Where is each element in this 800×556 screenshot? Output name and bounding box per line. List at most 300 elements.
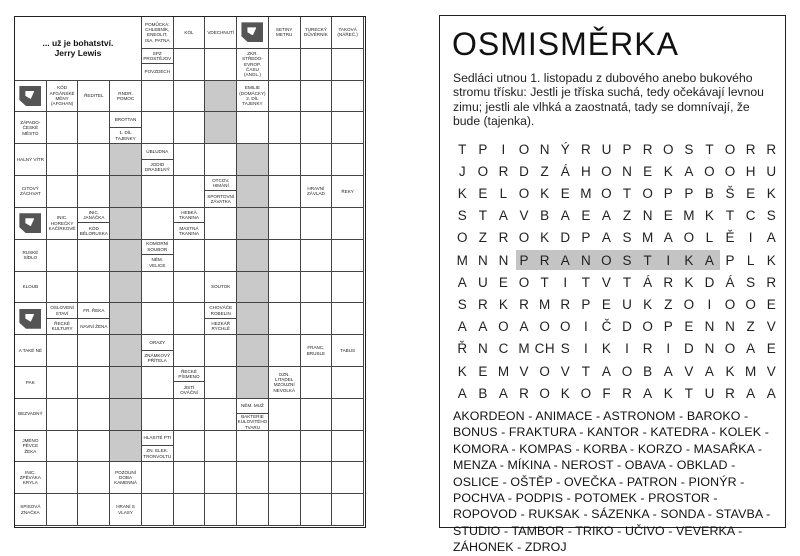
answer-cell [301, 81, 333, 113]
split-clue-cell [174, 208, 206, 240]
answer-cell [47, 462, 79, 494]
grid-letter: V [519, 208, 530, 224]
grid-letter: E [766, 296, 777, 312]
grid-letter: S [622, 230, 633, 246]
clue-cell: RUSKÉ SÍDLO [15, 240, 47, 272]
picture-clue-icon [19, 213, 41, 233]
grid-letter: M [745, 363, 757, 379]
answer-cell [205, 494, 237, 526]
answer-cell [269, 462, 301, 494]
grid-letter: A [498, 385, 509, 401]
word-search-puzzle [439, 15, 786, 555]
grid-letter: O [477, 163, 489, 179]
clue-bottom: ZNÁMKOVÝ PŘÍTELA [144, 352, 171, 364]
answer-cell [332, 494, 364, 526]
answer-cell [174, 303, 206, 335]
grid-letter: O [724, 163, 736, 179]
grid-letter: K [540, 185, 550, 201]
grid-letter: K [766, 185, 777, 201]
answer-cell [174, 112, 206, 144]
grid-letter: N [498, 252, 509, 268]
answer-cell [47, 399, 79, 431]
clue-cell: EMILIE (DOMÁCKY) 2. DÍL TAJENKY [237, 81, 269, 113]
answer-cell [78, 144, 110, 176]
answer-cell [205, 208, 237, 240]
answer-cell [142, 272, 174, 304]
grid-letter: M [642, 230, 654, 246]
grid-letter: V [601, 274, 612, 290]
grid-letter: Á [560, 163, 571, 179]
grid-letter: J [458, 163, 467, 179]
grid-letter: P [519, 252, 530, 268]
grid-letter: T [458, 141, 467, 157]
grid-letter: Z [746, 319, 756, 335]
answer-cell [205, 240, 237, 272]
grid-letter: O [642, 319, 654, 335]
clue-cell: ŘEDITEL [78, 81, 110, 113]
grid-letter: R [642, 141, 654, 157]
grid-letter: N [622, 163, 633, 179]
grid-letter: I [707, 296, 712, 312]
grid-letter: A [704, 363, 715, 379]
split-clue-cell [78, 303, 110, 335]
clue-top: SPZ PROSTĚJOV [142, 49, 173, 64]
grid-letter: M [518, 341, 531, 357]
shaded-solution-cell [110, 335, 142, 367]
grid-letter: K [457, 363, 468, 379]
grid-letter: Ý [560, 141, 571, 157]
grid-letter: O [662, 141, 674, 157]
word-search-intro: Sedláci utnou 1. listopadu z dubového anebo bukového stromu třísku: Jestli je tříska suchá, tedy očekávají levnou zimu; jestli ale vlhká a zaostnatá, tady se domnívají, že bude (tajenka). [453, 71, 764, 129]
answer-cell [142, 81, 174, 113]
answer-cell [269, 240, 301, 272]
grid-letter: N [539, 141, 551, 157]
grid-letter: R [519, 296, 530, 312]
grid-letter: E [560, 185, 571, 201]
answer-cell [269, 303, 301, 335]
grid-letter: N [477, 252, 489, 268]
clue-top: OTCOV. HIMÁNÍ [205, 176, 236, 191]
answer-cell [78, 399, 110, 431]
word-list: AKORDEON - ANIMACE - ASTRONOM - BAROKO - BONUS - FRAKTURA - KANTOR - KATEDRA - KOLEK - KOMORA - KOMPAS - KORBA - KORZO - MASAŘKA - MENZA - MÍKINA - NEROST - OBAVA - OBKLAD - OSLICE - OŠTĚP - OVEČKA - PATRON - PIONÝR - POCHVA - PODPIS - POTOMEK - PROSTOR - ROPOVOD - RUKSAK - SÁZENKA - SONDA - STAVBA - STUDIO - TAMBOR - TRIKO - UČIVO - VEVERKA - ZÁHONEK - ZDROJ [453, 409, 771, 555]
grid-letter: K [540, 230, 550, 246]
clue-cell: SOUTOK [205, 272, 237, 304]
clue-cell: HRAVNÍ ZÁVLAD [301, 176, 333, 208]
split-clue-cell [142, 431, 174, 463]
grid-letter: R [766, 141, 777, 157]
clue-cell: SETINY METRU [269, 17, 301, 49]
split-clue-cell [142, 49, 174, 81]
grid-letter: V [560, 363, 571, 379]
grid-letter: D [704, 274, 715, 290]
answer-cell [174, 462, 206, 494]
grid-letter: R [498, 230, 509, 246]
answer-cell [205, 367, 237, 399]
clue-cell: HALNÝ VÍTR [15, 144, 47, 176]
grid-letter: O [518, 185, 530, 201]
grid-letter: E [663, 208, 674, 224]
picture-clue-cell [237, 17, 269, 49]
answer-cell [174, 431, 206, 463]
grid-letter: U [477, 274, 489, 290]
clue-cell: SPISOVÁ ZNAČKA [15, 494, 47, 526]
grid-letter: T [725, 208, 735, 224]
grid-letter: I [748, 230, 754, 246]
grid-letter: M [539, 296, 551, 312]
picture-clue-icon [19, 86, 41, 106]
grid-letter: R [745, 141, 757, 157]
grid-letter: P [725, 252, 736, 268]
grid-letter: B [643, 363, 653, 379]
grid-letter: A [746, 385, 756, 401]
grid-letter: K [643, 296, 653, 312]
clue-top: KOMORNÍ SOUBOR [142, 240, 173, 255]
grid-letter: L [746, 252, 755, 268]
grid-letter: O [724, 141, 736, 157]
grid-letter: S [622, 252, 633, 268]
shaded-solution-cell [110, 240, 142, 272]
grid-letter: T [705, 141, 715, 157]
answer-cell [332, 49, 364, 81]
grid-letter: I [583, 319, 589, 335]
clue-bottom: 1. DÍL TAJENKY [115, 130, 136, 141]
answer-cell [78, 240, 110, 272]
grid-letter: O [518, 230, 530, 246]
shaded-solution-cell [237, 272, 269, 304]
grid-letter: K [766, 252, 777, 268]
grid-letter: E [498, 274, 509, 290]
answer-cell [332, 431, 364, 463]
clue-cell: ZÁPADO-ČESKÉ MĚSTO [15, 112, 47, 144]
answer-cell [205, 431, 237, 463]
grid-letter: O [683, 296, 695, 312]
grid-letter: I [583, 341, 589, 357]
answer-cell [237, 494, 269, 526]
clue-cell: ZKR. STŘEDO-EVROP. ČASU (ANGL.) [237, 49, 269, 81]
grid-letter: L [499, 185, 508, 201]
clue-top: ÚBLUDNA [142, 144, 173, 159]
answer-cell [301, 399, 333, 431]
grid-letter: R [519, 385, 530, 401]
answer-cell [142, 303, 174, 335]
clue-cell: KOL [174, 17, 206, 49]
grid-letter: N [477, 341, 489, 357]
grid-letter: A [663, 230, 674, 246]
answer-cell [301, 367, 333, 399]
shaded-solution-cell [110, 176, 142, 208]
grid-letter: K [704, 208, 715, 224]
grid-letter: T [622, 274, 632, 290]
crossword-puzzle [14, 16, 366, 528]
answer-cell [174, 49, 206, 81]
answer-cell [269, 494, 301, 526]
clue-bottom: BAKTERIE KULOVITÉHO TVARU [237, 414, 268, 430]
answer-cell [332, 240, 364, 272]
answer-cell [301, 49, 333, 81]
grid-letter: CH [534, 341, 556, 357]
grid-letter: A [457, 319, 468, 335]
grid-letter: Z [478, 230, 488, 246]
grid-letter: T [622, 185, 632, 201]
clue-bottom: JISTÍ OVÁČNÍ [180, 384, 198, 396]
answer-cell [174, 272, 206, 304]
answer-cell [332, 81, 364, 113]
grid-letter: O [724, 341, 736, 357]
grid-letter: R [663, 274, 674, 290]
grid-letter: P [622, 141, 633, 157]
grid-letter: Š [725, 185, 736, 201]
grid-letter: S [560, 341, 571, 357]
clue-bottom: KÓD BĚLORUSKA [79, 225, 108, 236]
answer-cell [301, 144, 333, 176]
grid-letter: E [601, 296, 612, 312]
answer-cell [332, 112, 364, 144]
grid-letter: N [704, 341, 715, 357]
grid-letter: A [766, 385, 777, 401]
answer-cell [174, 399, 206, 431]
clue-top: FR. ŘEKA [78, 303, 109, 318]
answer-cell [301, 303, 333, 335]
answer-cell [269, 431, 301, 463]
grid-letter: K [560, 385, 571, 401]
grid-letter: K [684, 274, 694, 290]
grid-letter: C [745, 208, 757, 224]
answer-cell [332, 208, 364, 240]
grid-letter: A [457, 274, 468, 290]
clue-cell: BEZVADNÝ [15, 399, 47, 431]
answer-cell [269, 81, 301, 113]
shaded-solution-cell [237, 176, 269, 208]
grid-letter: T [540, 274, 550, 290]
grid-letter: B [540, 208, 550, 224]
clue-top: CHOVÁČE ROBELIN [205, 303, 236, 318]
shaded-solution-cell [237, 367, 269, 399]
grid-letter: V [766, 363, 777, 379]
grid-letter: Z [622, 208, 632, 224]
grid-letter: S [457, 296, 468, 312]
word-search-title: OSMISMĚRKA [452, 26, 679, 62]
grid-letter: O [539, 385, 551, 401]
grid-letter: A [478, 319, 488, 335]
answer-cell [142, 494, 174, 526]
grid-letter: U [704, 385, 715, 401]
grid-letter: O [498, 319, 510, 335]
clue-bottom: JODID DRASELNÝ [144, 161, 170, 173]
clue-bottom: NAVNÍ ŽENA [80, 323, 108, 329]
clue-cell: TABUS [332, 335, 364, 367]
grid-letter: A [601, 363, 612, 379]
clue-top: HEBKÁ TKANINA [174, 208, 205, 223]
grid-letter: P [684, 185, 694, 201]
clue-cell: POMŮCKA: CHLEBNÍK, ENEOLIT, ISA, PATNA [142, 17, 174, 49]
answer-cell [301, 462, 333, 494]
answer-cell [78, 272, 110, 304]
grid-letter: H [580, 163, 592, 179]
answer-cell [47, 367, 79, 399]
grid-letter: F [602, 385, 612, 401]
picture-clue-icon [19, 309, 41, 329]
answer-cell [47, 112, 79, 144]
grid-letter: O [539, 319, 551, 335]
grid-letter: M [456, 252, 469, 268]
split-clue-cell [142, 144, 174, 176]
answer-cell [301, 240, 333, 272]
grid-letter: Z [540, 163, 550, 179]
grid-letter: E [766, 341, 777, 357]
grid-letter: E [581, 208, 591, 224]
answer-cell [332, 462, 364, 494]
grid-letter: K [684, 252, 694, 268]
shaded-solution-cell [110, 208, 142, 240]
grid-letter: O [559, 319, 571, 335]
grid-letter: R [766, 274, 777, 290]
answer-cell [205, 399, 237, 431]
answer-cell [269, 176, 301, 208]
clue-cell: JMÉNO PĚVCE ŽEKA [15, 431, 47, 463]
crossword-quote: ... už je bohatství. Jerry Lewis [15, 17, 142, 81]
clue-top: ORAZY [142, 335, 173, 350]
grid-letter: A [643, 385, 653, 401]
grid-letter: H [745, 163, 757, 179]
grid-letter: R [622, 385, 633, 401]
answer-cell [332, 367, 364, 399]
clue-top: NĚM. MUŽ [237, 399, 268, 414]
picture-clue-cell [15, 303, 47, 335]
grid-letter: O [683, 230, 695, 246]
answer-cell [78, 367, 110, 399]
clue-top: HLASITÉ PTI [142, 431, 173, 446]
clue-cell: KLOUB [15, 272, 47, 304]
picture-clue-cell [15, 81, 47, 113]
grid-letter: A [766, 230, 777, 246]
grid-letter: U [601, 141, 612, 157]
grid-letter: N [642, 208, 654, 224]
answer-cell [301, 494, 333, 526]
answer-cell [174, 81, 206, 113]
picture-clue-icon [241, 22, 263, 42]
shaded-solution-cell [110, 303, 142, 335]
answer-cell [78, 176, 110, 208]
grid-letter: S [766, 208, 777, 224]
clue-cell: FRANC. BRUSLE [301, 335, 333, 367]
shaded-solution-cell [205, 81, 237, 113]
grid-letter: O [601, 163, 613, 179]
clue-bottom: ŘECKÉ KULTURY [51, 321, 73, 332]
grid-letter: Ě [725, 230, 736, 246]
answer-cell [332, 303, 364, 335]
answer-cell [47, 335, 79, 367]
answer-cell [301, 431, 333, 463]
grid-letter: M [683, 208, 695, 224]
answer-cell [142, 208, 174, 240]
shaded-solution-cell [110, 399, 142, 431]
grid-letter: I [501, 141, 506, 157]
answer-cell [269, 49, 301, 81]
grid-letter: I [625, 341, 630, 357]
grid-letter: K [601, 341, 612, 357]
clue-bottom: ZN. ELEK. TRONVOLTU [143, 448, 172, 459]
shaded-solution-cell [237, 144, 269, 176]
answer-cell [142, 399, 174, 431]
answer-cell [78, 462, 110, 494]
grid-letter: O [642, 185, 654, 201]
grid-letter: A [601, 230, 612, 246]
answer-cell [205, 462, 237, 494]
grid-letter: D [560, 230, 571, 246]
answer-cell [47, 272, 79, 304]
grid-letter: R [560, 296, 571, 312]
grid-letter: A [663, 363, 674, 379]
answer-cell [301, 272, 333, 304]
grid-letter: O [621, 363, 633, 379]
answer-cell [174, 335, 206, 367]
grid-letter: O [601, 252, 613, 268]
shaded-solution-cell [237, 303, 269, 335]
split-clue-cell [47, 303, 79, 335]
grid-letter: K [498, 296, 509, 312]
answer-cell [78, 494, 110, 526]
grid-letter: T [684, 385, 694, 401]
answer-cell [205, 49, 237, 81]
answer-cell [142, 112, 174, 144]
grid-letter: I [666, 341, 671, 357]
shaded-solution-cell [237, 335, 269, 367]
grid-letter: R [539, 252, 551, 268]
grid-letter: A [704, 252, 715, 268]
grid-letter: P [663, 319, 674, 335]
grid-letter: E [746, 185, 756, 201]
grid-letter: U [766, 163, 777, 179]
answer-cell [174, 176, 206, 208]
grid-letter: R [725, 385, 736, 401]
clue-cell: ŘEKY [332, 176, 364, 208]
grid-letter: O [724, 296, 736, 312]
clue-bottom: POVZDECH [144, 69, 171, 75]
grid-letter: E [478, 185, 488, 201]
grid-letter: Č [601, 319, 612, 335]
answer-cell [142, 367, 174, 399]
grid-letter: A [519, 319, 530, 335]
answer-cell [174, 240, 206, 272]
split-clue-cell [78, 208, 110, 240]
shaded-solution-cell [205, 112, 237, 144]
clue-cell: POZOUNÍ DOBA KAMENNÁ [110, 462, 142, 494]
grid-letter: T [581, 274, 591, 290]
clue-cell: PAK [15, 367, 47, 399]
answer-cell [269, 335, 301, 367]
crossword-grid [15, 17, 365, 527]
grid-letter: Z [664, 296, 673, 312]
split-clue-cell [142, 240, 174, 272]
clue-bottom: HEZKÁŘ RYCHLÉ [211, 321, 231, 332]
shaded-solution-cell [237, 240, 269, 272]
split-clue-cell [142, 335, 174, 367]
grid-letter: Á [725, 274, 736, 290]
grid-letter: I [563, 274, 568, 290]
split-clue-cell [205, 176, 237, 208]
grid-letter: Ř [457, 341, 468, 357]
grid-letter: Á [643, 274, 653, 290]
answer-cell [237, 462, 269, 494]
grid-letter: D [622, 319, 633, 335]
clue-bottom: NĚM. VELICE [149, 257, 166, 268]
grid-letter: T [581, 363, 591, 379]
answer-cell [269, 272, 301, 304]
grid-letter: O [745, 296, 757, 312]
clue-top: BROTTAN [110, 112, 141, 127]
answer-cell [47, 144, 79, 176]
answer-cell [237, 112, 269, 144]
